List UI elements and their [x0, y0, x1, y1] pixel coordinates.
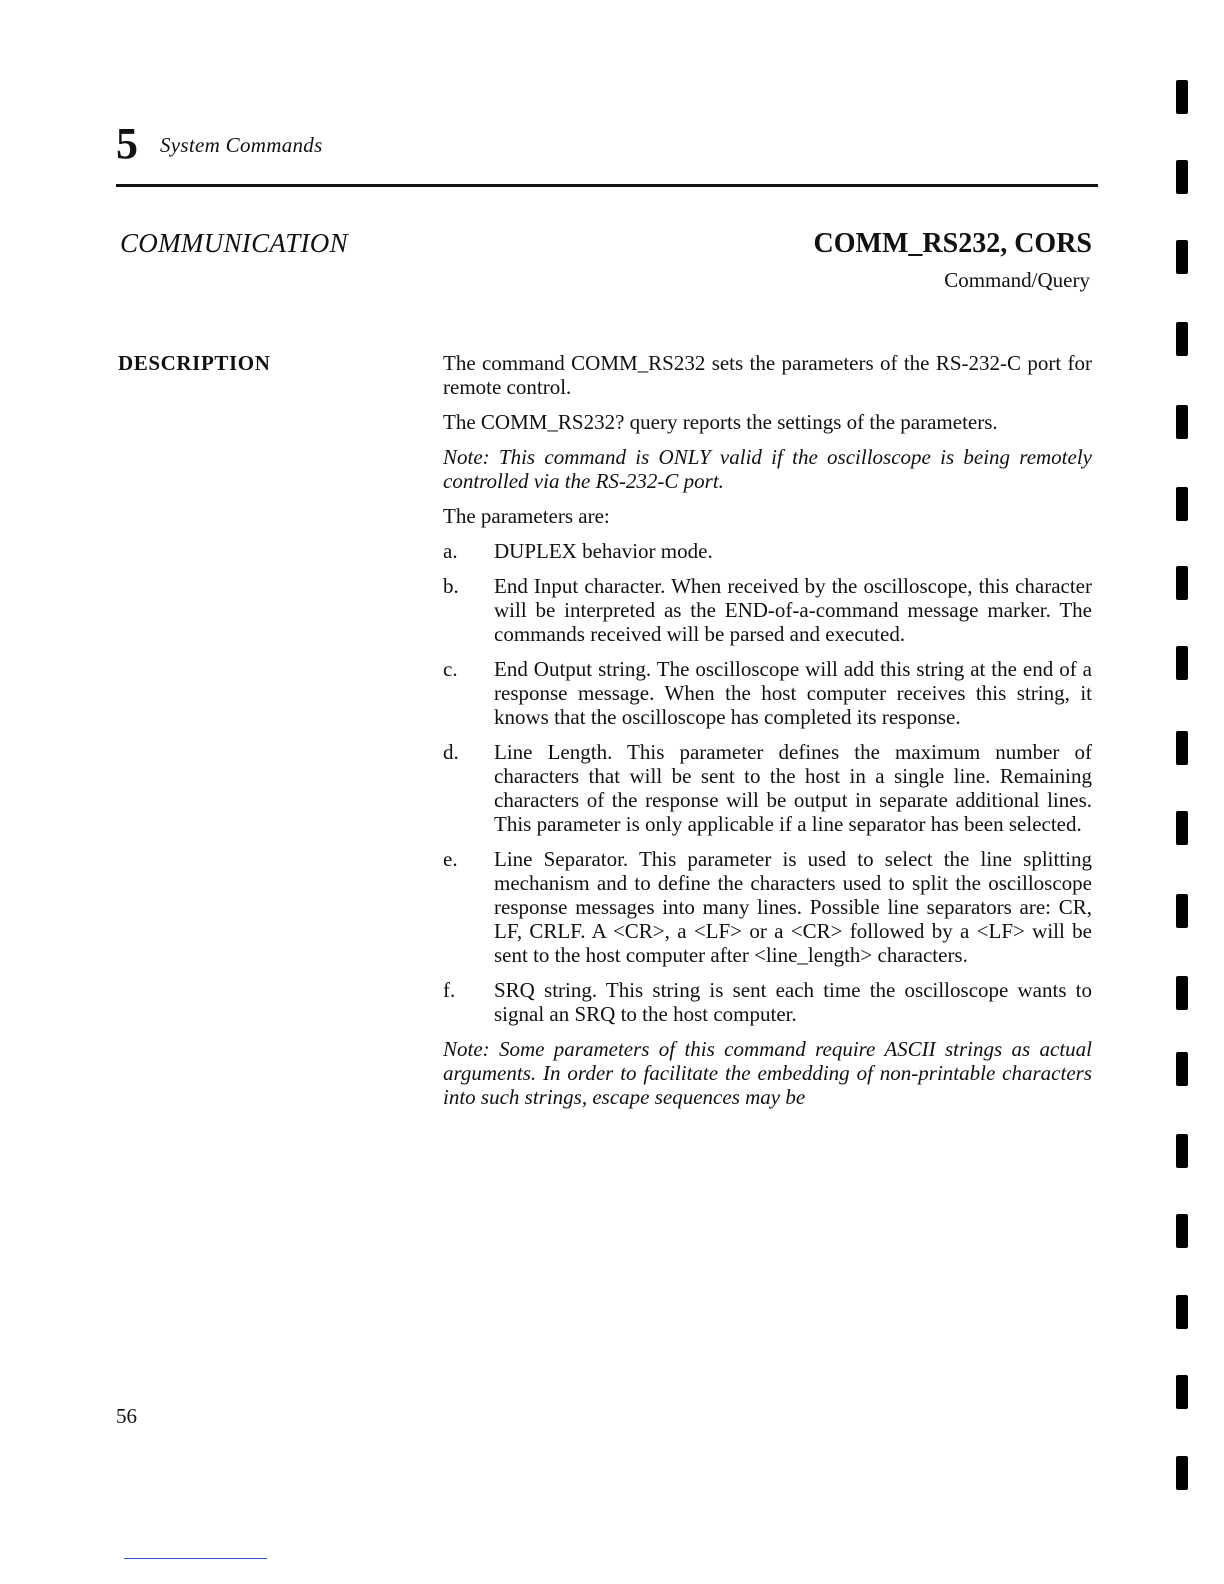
note-paragraph: Note: This command is ONLY valid if the oscilloscope is being remotely controlled via the RS-232-C port. — [443, 445, 1092, 493]
item-text: SRQ string. This string is sent each time the oscilloscope wants to signal an SRQ to the host computer. — [494, 978, 1092, 1026]
page-number: 56 — [116, 1404, 137, 1428]
parameter-list — [443, 539, 1092, 1026]
edge-mark — [1176, 646, 1188, 680]
list-item — [443, 574, 1092, 646]
edge-mark — [1176, 566, 1188, 600]
item-letter: e. — [443, 847, 458, 871]
edge-mark — [1176, 1134, 1188, 1168]
edge-mark — [1176, 811, 1188, 845]
edge-mark — [1176, 1295, 1188, 1329]
edge-mark — [1176, 976, 1188, 1010]
chapter-title: System Commands — [160, 133, 323, 157]
item-text: End Input character. When received by the oscilloscope, this character will be interpreted as the END-of-a-command message marker. The commands received will be parsed and executed. — [494, 574, 1092, 646]
list-item — [443, 978, 1092, 1026]
description-body — [443, 351, 1092, 1120]
item-letter: f. — [443, 978, 456, 1002]
edge-mark — [1176, 240, 1188, 274]
item-text: Line Length. This parameter defines the maximum number of characters that will be sent to the host in a single line. Remaining characters of the response will be output in separate additional lines. This parameter is only applicable if a line separator has been selected. — [494, 740, 1092, 836]
edge-mark — [1176, 894, 1188, 928]
list-item — [443, 847, 1092, 967]
footer-line — [124, 1558, 267, 1559]
edge-mark — [1176, 1456, 1188, 1490]
item-text: DUPLEX behavior mode. — [494, 539, 713, 563]
command-type: Command/Query — [944, 268, 1090, 292]
list-item — [443, 740, 1092, 836]
item-letter: a. — [443, 539, 458, 563]
section-label: COMMUNICATION — [120, 228, 348, 258]
query-paragraph: The COMM_RS232? query reports the settings of the parameters. — [443, 410, 998, 434]
chapter-number: 5 — [116, 119, 138, 168]
list-item — [443, 657, 1092, 729]
edge-mark — [1176, 80, 1188, 114]
item-letter: c. — [443, 657, 458, 681]
edge-mark — [1176, 1375, 1188, 1409]
edge-mark — [1176, 731, 1188, 765]
edge-marks — [1176, 0, 1196, 1584]
note-paragraph-2: Note: Some parameters of this command require ASCII strings as actual arguments. In order to facilitate the embedding of non-printable characters into such strings, escape sequences may be — [443, 1037, 1092, 1109]
item-text: Line Separator. This parameter is used to select the line splitting mechanism and to define the characters used to split the oscilloscope response messages into many lines. Possible line separators are: CR, LF, CRLF. A <CR>, a <LF> or a <CR> followed by a <LF> will be sent to the host computer after <line_length> characters. — [494, 847, 1092, 967]
list-item — [443, 539, 1092, 563]
item-text: End Output string. The oscilloscope will add this string at the end of a response message. When the host computer receives this string, it knows that the oscilloscope has completed its response. — [494, 657, 1092, 729]
command-title: COMM_RS232, CORS — [813, 228, 1092, 259]
description-label: DESCRIPTION — [118, 351, 271, 375]
edge-mark — [1176, 487, 1188, 521]
intro-paragraph: The command COMM_RS232 sets the parameters of the RS-232-C port for remote control. — [443, 351, 1092, 399]
edge-mark — [1176, 405, 1188, 439]
item-letter: b. — [443, 574, 459, 598]
edge-mark — [1176, 1052, 1188, 1086]
edge-mark — [1176, 322, 1188, 356]
header-rule — [116, 184, 1098, 187]
params-intro: The parameters are: — [443, 504, 610, 528]
edge-mark — [1176, 1214, 1188, 1248]
item-letter: d. — [443, 740, 459, 764]
edge-mark — [1176, 160, 1188, 194]
